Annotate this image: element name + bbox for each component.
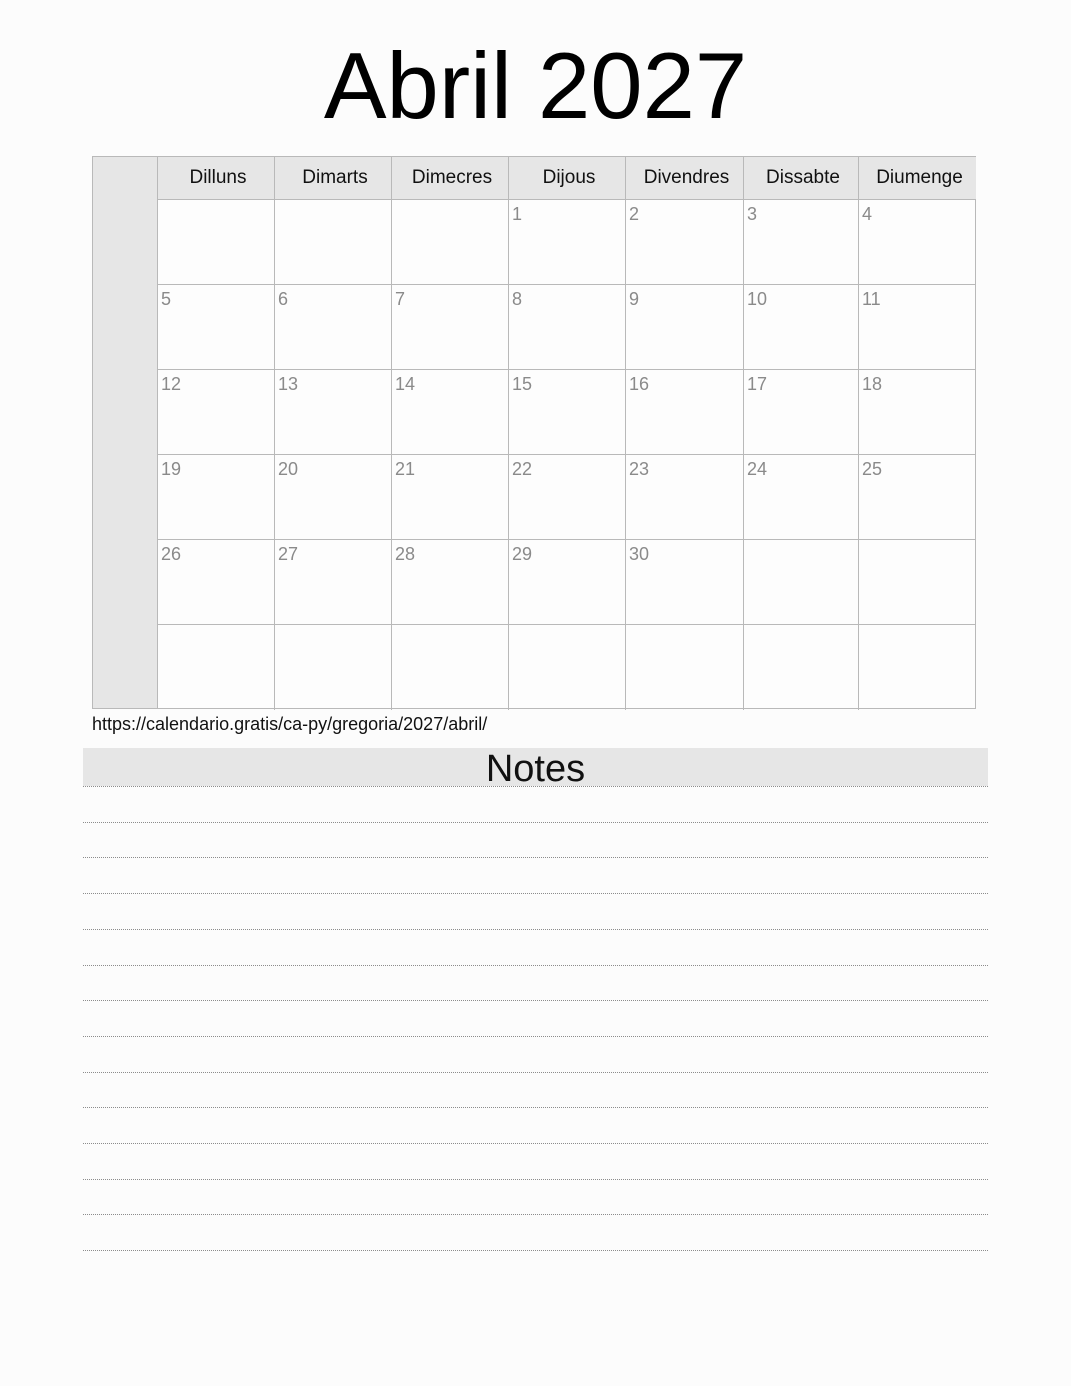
- day-cell: 26: [158, 540, 275, 625]
- day-cell: 27: [275, 540, 392, 625]
- weekday-header: Dijous: [509, 157, 626, 200]
- weekday-header: Dilluns: [158, 157, 275, 200]
- day-cell: 28: [392, 540, 509, 625]
- day-cell: 12: [158, 370, 275, 455]
- day-cell: 17: [744, 370, 859, 455]
- note-line: [83, 1107, 988, 1108]
- calendar-days: [158, 157, 975, 708]
- note-line: [83, 893, 988, 894]
- day-cell: 24: [744, 455, 859, 540]
- day-cell: 13: [275, 370, 392, 455]
- day-cell: [744, 540, 859, 625]
- week-number-column: [93, 157, 158, 708]
- day-cell: 14: [392, 370, 509, 455]
- weekday-header: Divendres: [626, 157, 744, 200]
- day-cell: 3: [744, 200, 859, 285]
- day-cell: 4: [859, 200, 976, 285]
- day-cell: [392, 200, 509, 285]
- weekday-header: Diumenge: [859, 157, 976, 200]
- day-cell: [859, 540, 976, 625]
- day-cell: 1: [509, 200, 626, 285]
- note-line: [83, 1179, 988, 1180]
- day-cell: 22: [509, 455, 626, 540]
- day-cell: 23: [626, 455, 744, 540]
- day-cell: 6: [275, 285, 392, 370]
- day-cell: 18: [859, 370, 976, 455]
- day-cell: 15: [509, 370, 626, 455]
- day-cell: 10: [744, 285, 859, 370]
- day-cell: [158, 625, 275, 710]
- note-line: [83, 1250, 988, 1251]
- day-cell: 30: [626, 540, 744, 625]
- note-line: [83, 1214, 988, 1215]
- day-cell: 20: [275, 455, 392, 540]
- day-cell: 5: [158, 285, 275, 370]
- note-line: [83, 1000, 988, 1001]
- day-cell: [626, 625, 744, 710]
- day-cell: [158, 200, 275, 285]
- day-cell: 25: [859, 455, 976, 540]
- day-cell: 9: [626, 285, 744, 370]
- calendar-grid: [92, 156, 976, 709]
- day-cell: [744, 625, 859, 710]
- note-line: [83, 1072, 988, 1073]
- day-cell: 29: [509, 540, 626, 625]
- day-cell: [509, 625, 626, 710]
- day-cell: [392, 625, 509, 710]
- note-line: [83, 822, 988, 823]
- weekday-header: Dimecres: [392, 157, 509, 200]
- source-url[interactable]: https://calendario.gratis/ca-py/gregoria/2027/abril/: [92, 714, 488, 734]
- day-cell: [275, 200, 392, 285]
- day-cell: 21: [392, 455, 509, 540]
- notes-heading: Notes: [83, 748, 988, 786]
- note-line: [83, 929, 988, 930]
- note-line: [83, 1143, 988, 1144]
- day-cell: [275, 625, 392, 710]
- weekday-header: Dissabte: [744, 157, 859, 200]
- day-cell: 16: [626, 370, 744, 455]
- day-cell: 7: [392, 285, 509, 370]
- note-line: [83, 857, 988, 858]
- page-title: Abril 2027: [323, 33, 748, 138]
- day-cell: 8: [509, 285, 626, 370]
- day-cell: 19: [158, 455, 275, 540]
- day-cell: 2: [626, 200, 744, 285]
- note-line: [83, 786, 988, 787]
- note-line: [83, 965, 988, 966]
- note-line: [83, 1036, 988, 1037]
- day-cell: [859, 625, 976, 710]
- day-cell: 11: [859, 285, 976, 370]
- weekday-header: Dimarts: [275, 157, 392, 200]
